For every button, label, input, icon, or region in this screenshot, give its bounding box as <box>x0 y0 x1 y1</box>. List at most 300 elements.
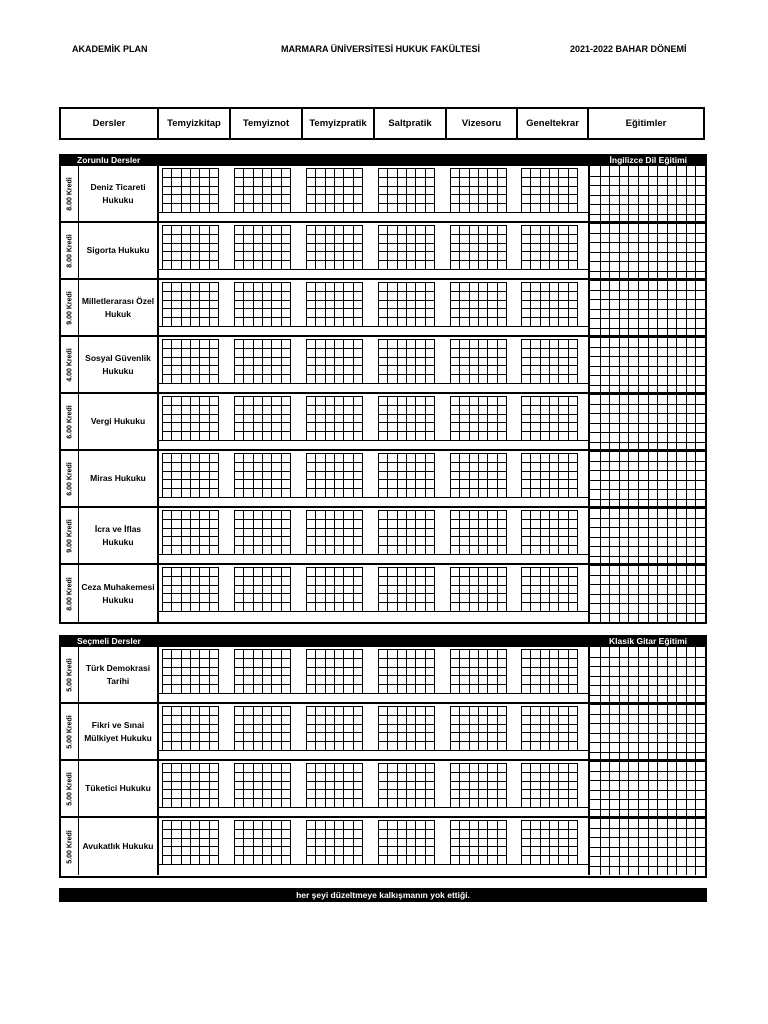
grid-line <box>478 706 479 750</box>
grid-line <box>530 225 531 269</box>
grid-line <box>450 545 507 546</box>
grid-line <box>281 339 282 383</box>
grid-line <box>450 186 507 187</box>
grid-line <box>540 282 541 326</box>
grid-line <box>234 453 235 497</box>
training-grid-line <box>590 318 705 319</box>
grid-line <box>450 510 507 511</box>
course-credit-label: 9.00 Kredi <box>66 290 73 325</box>
grid-line <box>577 339 578 383</box>
grid-line <box>558 168 559 212</box>
grid-line <box>325 649 326 693</box>
grid-line <box>334 225 335 269</box>
grid-line <box>521 431 578 432</box>
grid-line <box>450 365 507 366</box>
grid-line <box>306 453 363 454</box>
grid-line <box>450 339 451 383</box>
grid-line <box>162 168 219 169</box>
course-credit-label: 8.00 Kredi <box>66 233 73 268</box>
grid-line <box>521 357 578 358</box>
grid-line <box>378 168 379 212</box>
grid-line <box>415 706 416 750</box>
grid-line <box>549 649 550 693</box>
grid-line <box>558 820 559 864</box>
grid-line <box>306 339 363 340</box>
section-secmeli <box>59 635 707 878</box>
grid-line <box>487 453 488 497</box>
grid-line <box>234 724 291 725</box>
training-grid-line <box>590 176 705 177</box>
grid-line <box>262 453 263 497</box>
course-credit <box>61 451 79 506</box>
grid-line <box>459 649 460 693</box>
grid-line <box>425 763 426 807</box>
grid-line <box>506 282 507 326</box>
grid-line <box>162 789 219 790</box>
grid-line <box>530 763 531 807</box>
grid-line <box>190 282 191 326</box>
grid-line <box>234 317 291 318</box>
grid-line <box>243 763 244 807</box>
training-grid-line <box>590 451 705 452</box>
grid-line <box>568 453 569 497</box>
footer-quote: her şeyi düzeltmeye kalkışmanın yok ettiği. <box>59 888 707 902</box>
grid-line <box>159 269 588 270</box>
grid-line <box>521 300 578 301</box>
grid-line <box>162 510 163 554</box>
grid-line <box>378 396 379 440</box>
grid-line <box>487 168 488 212</box>
grid-line <box>450 488 507 489</box>
grid-line <box>234 462 291 463</box>
grid-line <box>306 300 363 301</box>
grid-line <box>343 339 344 383</box>
grid-line <box>450 357 507 358</box>
grid-line <box>243 168 244 212</box>
grid-line <box>568 339 569 383</box>
grid-line <box>281 763 282 807</box>
grid-line <box>353 168 354 212</box>
grid-line <box>290 510 291 554</box>
grid-line <box>378 282 435 283</box>
grid-line <box>521 715 578 716</box>
grid-line <box>162 374 219 375</box>
training-grid-line <box>590 375 705 376</box>
grid-line <box>450 528 507 529</box>
grid-line <box>378 186 435 187</box>
grid-line <box>450 649 451 693</box>
grid-line <box>162 251 219 252</box>
grid-line <box>171 820 172 864</box>
grid-line <box>306 282 307 326</box>
grid-line <box>234 291 291 292</box>
grid-line <box>334 168 335 212</box>
grid-line <box>425 282 426 326</box>
grid-line <box>171 763 172 807</box>
grid-line <box>325 706 326 750</box>
grid-line <box>506 820 507 864</box>
grid-line <box>315 763 316 807</box>
grid-line <box>530 396 531 440</box>
grid-line <box>406 168 407 212</box>
training-grid-line <box>590 799 705 800</box>
grid-line <box>487 510 488 554</box>
course-name: İcra ve İflas Hukuku <box>79 508 159 563</box>
grid-line <box>450 168 507 169</box>
grid-line <box>199 820 200 864</box>
grid-line <box>540 820 541 864</box>
grid-line <box>378 585 435 586</box>
grid-line <box>450 282 451 326</box>
grid-line <box>521 251 578 252</box>
grid-line <box>243 567 244 611</box>
grid-line <box>159 212 588 213</box>
training-grid-line <box>590 518 705 519</box>
grid-line <box>190 510 191 554</box>
grid-line <box>434 339 435 383</box>
training-grid-line <box>590 780 705 781</box>
training-grid-line <box>590 761 705 762</box>
grid-line <box>234 260 291 261</box>
grid-line <box>450 706 507 707</box>
grid-line <box>306 798 363 799</box>
grid-line <box>378 510 379 554</box>
grid-line <box>218 820 219 864</box>
grid-line <box>234 545 291 546</box>
grid-line <box>478 168 479 212</box>
training-grid-line <box>590 666 705 667</box>
grid-line <box>362 649 363 693</box>
grid-line <box>171 706 172 750</box>
grid-line <box>521 308 578 309</box>
grid-line <box>378 510 435 511</box>
grid-line <box>306 528 363 529</box>
training-grid-line <box>590 771 705 772</box>
grid-line <box>450 510 451 554</box>
grid-line <box>306 545 363 546</box>
grid-line <box>234 396 291 397</box>
grid-line <box>378 838 435 839</box>
grid-line <box>199 225 200 269</box>
grid-line <box>162 545 219 546</box>
grid-line <box>577 168 578 212</box>
grid-line <box>306 649 307 693</box>
grid-line <box>434 225 435 269</box>
training-grid-line <box>590 432 705 433</box>
grid-line <box>540 567 541 611</box>
grid-line <box>521 706 578 707</box>
grid-line <box>325 453 326 497</box>
grid-line <box>271 396 272 440</box>
grid-line <box>434 396 435 440</box>
grid-line <box>234 567 291 568</box>
grid-line <box>162 348 219 349</box>
grid-line <box>353 282 354 326</box>
grid-line <box>234 225 291 226</box>
grid-line <box>378 706 379 750</box>
grid-line <box>162 684 219 685</box>
grid-line <box>162 706 163 750</box>
grid-line <box>577 763 578 807</box>
grid-line <box>406 225 407 269</box>
grid-line <box>450 781 507 782</box>
grid-line <box>171 396 172 440</box>
training-grid-line <box>590 733 705 734</box>
grid-line <box>234 528 291 529</box>
grid-line <box>306 374 363 375</box>
grid-line <box>415 282 416 326</box>
grid-line <box>306 763 307 807</box>
course-name: Sigorta Hukuku <box>79 223 159 278</box>
course-name: Sosyal Güvenlik Hukuku <box>79 337 159 392</box>
grid-line <box>290 706 291 750</box>
grid-line <box>577 649 578 693</box>
grid-line <box>306 510 363 511</box>
grid-line <box>378 431 435 432</box>
grid-line <box>378 593 435 594</box>
course-credit-label: 5.00 Kredi <box>66 657 73 692</box>
grid-line <box>540 706 541 750</box>
grid-line <box>262 339 263 383</box>
grid-line <box>387 168 388 212</box>
grid-line <box>521 602 578 603</box>
grid-line <box>450 396 451 440</box>
grid-line <box>521 348 578 349</box>
grid-line <box>406 339 407 383</box>
grid-line <box>262 225 263 269</box>
grid-line <box>450 405 507 406</box>
grid-line <box>387 649 388 693</box>
grid-line <box>159 611 588 612</box>
grid-line <box>162 798 219 799</box>
grid-line <box>290 649 291 693</box>
grid-line <box>558 510 559 554</box>
grid-line <box>378 225 379 269</box>
grid-line <box>199 168 200 212</box>
grid-line <box>378 528 435 529</box>
grid-line <box>271 453 272 497</box>
grid-line <box>378 405 435 406</box>
training-grid-line <box>590 603 705 604</box>
grid-line <box>315 820 316 864</box>
course-credit <box>61 704 79 759</box>
grid-line <box>521 763 522 807</box>
grid-line <box>271 763 272 807</box>
grid-line <box>199 706 200 750</box>
grid-line <box>306 576 363 577</box>
grid-line <box>306 706 363 707</box>
grid-line <box>558 763 559 807</box>
grid-line <box>434 649 435 693</box>
training-grid-line <box>590 242 705 243</box>
grid-line <box>234 431 291 432</box>
grid-line <box>325 225 326 269</box>
grid-line <box>171 453 172 497</box>
grid-line <box>243 820 244 864</box>
grid-line <box>378 488 435 489</box>
grid-line <box>568 396 569 440</box>
grid-line <box>306 519 363 520</box>
grid-line <box>234 585 291 586</box>
grid-line <box>450 602 507 603</box>
grid-line <box>506 225 507 269</box>
grid-line <box>530 820 531 864</box>
training-grid-line <box>590 613 705 614</box>
grid-line <box>558 706 559 750</box>
grid-line <box>199 453 200 497</box>
grid-line <box>306 405 363 406</box>
training-grid-line <box>590 214 705 215</box>
grid-line <box>425 706 426 750</box>
training-grid-line <box>590 790 705 791</box>
grid-line <box>306 308 363 309</box>
grid-line <box>353 510 354 554</box>
grid-line <box>540 396 541 440</box>
grid-line <box>362 168 363 212</box>
grid-line <box>378 820 379 864</box>
grid-line <box>190 396 191 440</box>
grid-line <box>521 510 578 511</box>
training-grid-line <box>590 413 705 414</box>
grid-line <box>450 168 451 212</box>
grid-line <box>181 820 182 864</box>
grid-line <box>171 168 172 212</box>
grid-line <box>487 820 488 864</box>
grid-line <box>521 829 578 830</box>
training-grid-line <box>590 546 705 547</box>
grid-line <box>362 510 363 554</box>
grid-line <box>315 649 316 693</box>
grid-line <box>234 838 291 839</box>
grid-line <box>234 194 291 195</box>
grid-line <box>218 168 219 212</box>
grid-line <box>415 396 416 440</box>
grid-line <box>306 282 363 283</box>
grid-line <box>521 260 578 261</box>
grid-line <box>325 168 326 212</box>
grid-line <box>234 300 291 301</box>
grid-line <box>162 405 219 406</box>
grid-line <box>162 510 219 511</box>
grid-line <box>425 168 426 212</box>
grid-line <box>162 488 219 489</box>
course-name: Tüketici Hukuku <box>79 761 159 816</box>
grid-line <box>450 649 507 650</box>
grid-line <box>306 667 363 668</box>
grid-line <box>171 339 172 383</box>
grid-line <box>306 453 307 497</box>
grid-line <box>234 667 291 668</box>
grid-line <box>521 585 578 586</box>
grid-line <box>497 510 498 554</box>
grid-line <box>397 225 398 269</box>
course-credit <box>61 647 79 702</box>
grid-line <box>450 576 507 577</box>
grid-line <box>181 567 182 611</box>
grid-line <box>162 186 219 187</box>
grid-line <box>190 168 191 212</box>
grid-line <box>459 763 460 807</box>
grid-line <box>521 488 578 489</box>
grid-line <box>406 706 407 750</box>
grid-line <box>521 168 578 169</box>
grid-line <box>234 519 291 520</box>
grid-line <box>306 225 363 226</box>
grid-line <box>497 706 498 750</box>
grid-line <box>199 649 200 693</box>
grid-line <box>397 453 398 497</box>
grid-line <box>378 317 435 318</box>
grid-line <box>306 715 363 716</box>
section-bar <box>61 635 705 647</box>
grid-line <box>306 291 363 292</box>
grid-line <box>425 649 426 693</box>
grid-line <box>497 168 498 212</box>
grid-line <box>162 763 163 807</box>
grid-line <box>315 225 316 269</box>
grid-line <box>306 675 363 676</box>
grid-line <box>234 414 291 415</box>
grid-line <box>568 168 569 212</box>
course-credit <box>61 223 79 278</box>
grid-line <box>306 488 363 489</box>
grid-line <box>450 422 507 423</box>
grid-line <box>378 781 435 782</box>
training-grid-line <box>590 584 705 585</box>
course-credit-label: 9.00 Kredi <box>66 518 73 553</box>
grid-line <box>487 706 488 750</box>
grid-line <box>262 567 263 611</box>
grid-line <box>415 567 416 611</box>
grid-line <box>415 649 416 693</box>
grid-line <box>568 282 569 326</box>
grid-line <box>521 225 522 269</box>
grid-line <box>577 820 578 864</box>
grid-line <box>387 339 388 383</box>
grid-line <box>362 706 363 750</box>
grid-line <box>406 567 407 611</box>
grid-line <box>334 339 335 383</box>
grid-line <box>378 357 435 358</box>
grid-line <box>306 396 363 397</box>
grid-line <box>478 510 479 554</box>
grid-line <box>478 820 479 864</box>
grid-line <box>290 453 291 497</box>
course-name: Vergi Hukuku <box>79 394 159 449</box>
grid-line <box>162 519 219 520</box>
grid-line <box>521 405 578 406</box>
grid-line <box>478 339 479 383</box>
grid-line <box>497 649 498 693</box>
grid-line <box>181 396 182 440</box>
grid-line <box>497 396 498 440</box>
grid-line <box>209 339 210 383</box>
grid-line <box>378 308 435 309</box>
grid-line <box>162 772 219 773</box>
grid-line <box>234 168 291 169</box>
training-grid-line <box>590 866 705 867</box>
grid-line <box>521 225 578 226</box>
grid-line <box>209 168 210 212</box>
grid-line <box>378 422 435 423</box>
grid-line <box>558 282 559 326</box>
grid-line <box>378 706 435 707</box>
grid-line <box>234 820 291 821</box>
grid-line <box>506 168 507 212</box>
grid-line <box>181 339 182 383</box>
grid-line <box>415 763 416 807</box>
grid-line <box>306 763 363 764</box>
